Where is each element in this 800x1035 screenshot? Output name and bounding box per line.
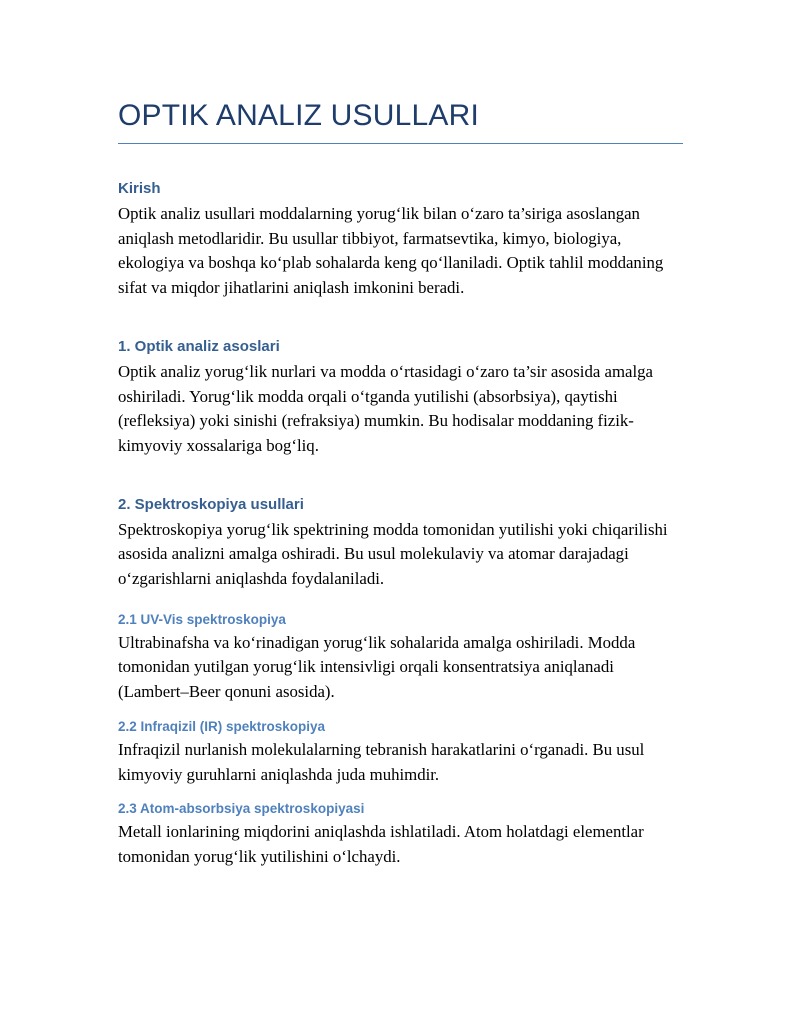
intro-section xyxy=(118,178,683,301)
section-1-heading: 1. Optik analiz asoslari xyxy=(118,337,280,355)
subsection-2-2-heading: 2.2 Infraqizil (IR) spektroskopiya xyxy=(118,718,326,734)
subsection-2-3-paragraph: Metall ionlarining miqdorini aniqlashda ishlatiladi. Atom holatdagi elementlar tomonidan yorug‘lik yutilishini o‘lchaydi. xyxy=(118,822,644,866)
subsection-2-1-paragraph: Ultrabinafsha va ko‘rinadigan yorug‘lik sohalarida amalga oshiriladi. Modda tomonidan yutilgan yorug‘lik intensivligi orqali konsentratsiya aniqlanadi (Lambert–Beer qonuni asosida). xyxy=(118,632,636,702)
section-spectroscopy-methods xyxy=(118,494,683,870)
subsection-2-2-paragraph: Infraqizil nurlanish molekulalarning tebranish harakatlarini o‘rganadi. Bu usul kimyoviy guruhlarni aniqlashda juda muhimdir. xyxy=(118,739,645,784)
document-page xyxy=(118,96,683,870)
subsection-uv-vis xyxy=(118,610,683,705)
subsection-atomic-absorption xyxy=(118,799,683,869)
section-1-paragraph: Optik analiz yorug‘lik nurlari va modda o‘rtasidagi o‘zaro ta’sir asosida amalga oshiriladi. Yorug‘lik modda orqali o‘tganda yutilishi (absorbsiya), qaytishi (refleksiya) yoki sinishi (refraksiya) mumkin. Bu hodisalar moddaning fizik-kimyoviy xossalariga bog‘liq. xyxy=(118,361,653,455)
section-2-heading: 2. Spektroskopiya usullari xyxy=(118,495,304,513)
section-optical-basics xyxy=(118,336,683,459)
subsection-2-1-heading: 2.1 UV-Vis spektroskopiya xyxy=(118,611,286,627)
section-2-paragraph: Spektroskopiya yorug‘lik spektrining modda tomonidan yutilishi yoki chiqarilishi asosida analizni amalga oshiradi. Bu usul molekulaviy va atomar darajadagi o‘zgarishlarni aniqlashda foydalaniladi. xyxy=(118,519,668,589)
intro-heading: Kirish xyxy=(118,180,161,197)
document-title: OPTIK ANALIZ USULLARI xyxy=(118,99,479,132)
subsection-2-3-heading: 2.3 Atom-absorbsiya spektroskopiyasi xyxy=(118,801,365,817)
title-underline-divider xyxy=(118,143,683,144)
subsection-infrared xyxy=(118,717,683,787)
intro-paragraph: Optik analiz usullari moddalarning yorug‘lik bilan o‘zaro ta’siriga asoslangan aniqlash metodlaridir. Bu usullar tibbiyot, farmatsevtika, kimyo, biologiya, ekologiya va boshqa ko‘plab sohalarda keng qo‘llaniladi. Optik tahlil moddaning sifat va miqdor jihatlarini aniqlash imkonini beradi. xyxy=(118,204,664,298)
